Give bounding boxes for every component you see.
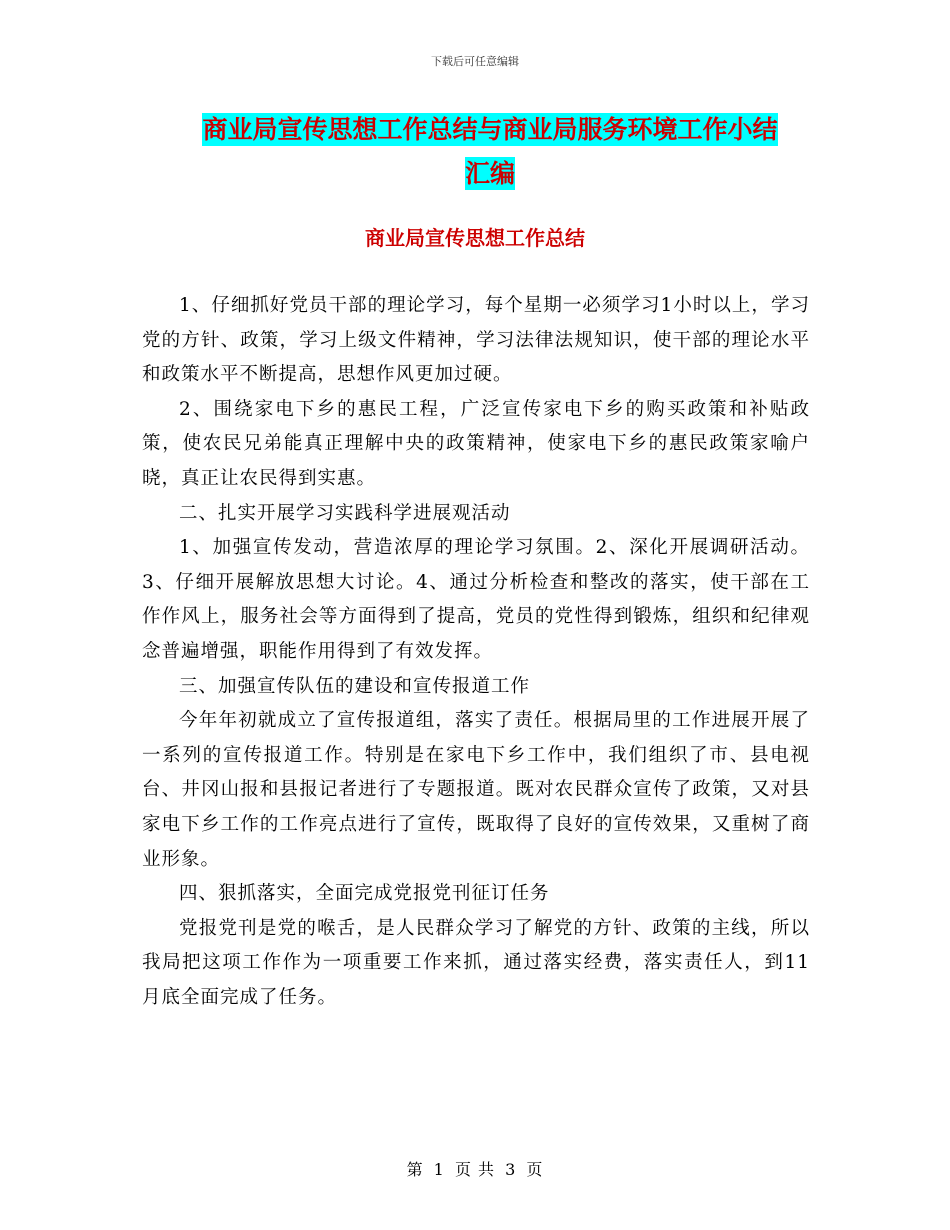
paragraph: 今年年初就成立了宣传报道组，落实了责任。根据局里的工作进展开展了一系列的宣传报道工作。特别是在家电下乡工作中，我们组织了市、县电视台、井冈山报和县报记者进行了专题报道。既对农民群众宣传了政策，又对县家电下乡工作的工作亮点进行了宣传，既取得了良好的宣传效果，又重树了商业形象。 [142,710,810,870]
paragraph: 1、加强宣传发动，营造浓厚的理论学习氛围。2、深化开展调研活动。3、仔细开展解放思想大讨论。4、通过分析检查和整改的落实，使干部在工作作风上，服务社会等方面得到了提高，党员的党性得到锻炼，组织和纪律观念普遍增强，职能作用得到了有效发挥。 [142,537,810,662]
page-suffix: 页 [526,1160,544,1179]
section-title: 商业局宣传思想工作总结 [365,226,585,250]
page-total: 3 [505,1160,517,1179]
page-current: 1 [433,1160,445,1179]
paragraph: 四、狠抓落实，全面完成党报党刊征订任务 [179,883,550,905]
paragraph: 2、围绕家电下乡的惠民工程，广泛宣传家电下乡的购买政策和补贴政策，使农民兄弟能真正理解中央的政策精神，使家电下乡的惠民政策家喻户晓，真正让农民得到实惠。 [142,398,810,489]
header-note: 下载后可任意编辑 [431,55,519,68]
document-title-line-2: 汇编 [464,159,515,188]
paragraph: 1、仔细抓好党员干部的理论学习，每个星期一必须学习1小时以上，学习党的方针、政策，学习上级文件精神，学习法律法规知识，使干部的理论水平和政策水平不断提高，思想作风更加过硬。 [142,295,810,386]
document-title-line-1: 商业局宣传思想工作总结与商业局服务环境工作小结 [202,115,778,144]
paragraph: 二、扎实开展学习实践科学进展观活动 [179,502,511,524]
paragraph: 党报党刊是党的喉舌，是人民群众学习了解党的方针、政策的主线，所以我局把这项工作作为一项重要工作来抓，通过落实经费，落实责任人，到11月底全面完成了任务。 [142,917,810,1008]
page-mid: 页 共 [454,1160,496,1179]
page-prefix: 第 [406,1160,424,1179]
document-body [142,289,810,1015]
paragraph: 三、加强宣传队伍的建设和宣传报道工作 [179,675,531,697]
document-title [150,108,830,196]
page-number-footer [0,1157,950,1180]
